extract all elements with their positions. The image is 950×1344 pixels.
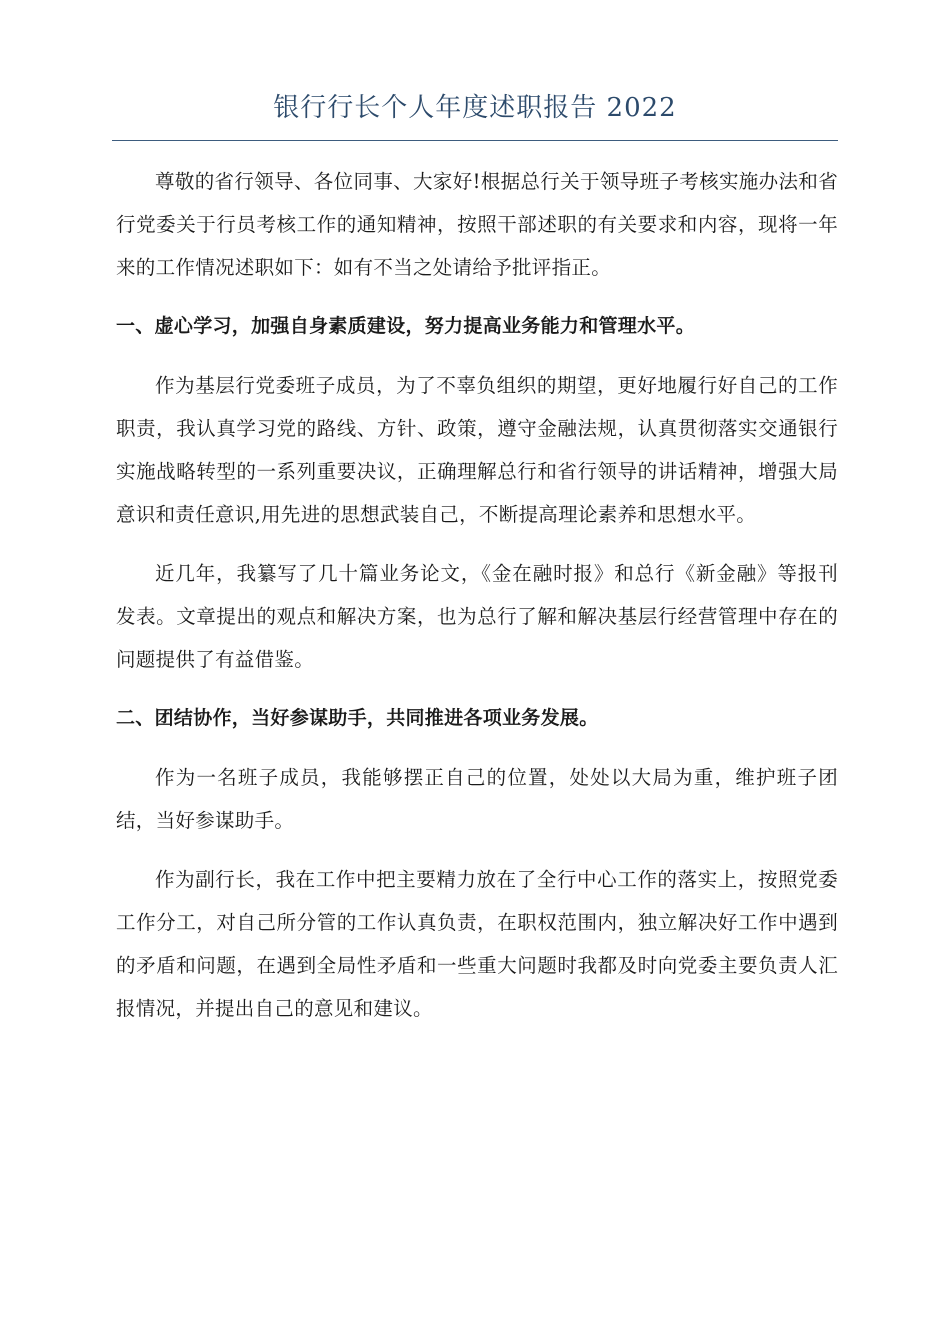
spacer [116, 681, 838, 697]
title-divider [112, 140, 838, 141]
spacer [116, 536, 838, 552]
paragraph-greeting: 尊敬的省行领导、各位同事、大家好!根据总行关于领导班子考核实施办法和省行党委关于行员考核工作的通知精神，按照干部述职的有关要求和内容，现将一年来的工作情况述职如下：如有不当之处请给予批评指正。 [116, 170, 838, 279]
spacer [116, 842, 838, 858]
section-heading-1: 一、虚心学习，加强自身素质建设，努力提高业务能力和管理水平。 [116, 315, 696, 337]
spacer [116, 740, 838, 756]
document-body [116, 160, 838, 1030]
paragraph-papers: 近几年，我纂写了几十篇业务论文，《金在融时报》和总行《新金融》等报刊发表。文章提出的观点和解决方案，也为总行了解和解决基层行经营管理中存在的问题提供了有益借鉴。 [116, 562, 838, 671]
spacer [116, 289, 838, 305]
paragraph-vice-president: 作为副行长，我在工作中把主要精力放在了全行中心工作的落实上，按照党委工作分工，对自己所分管的工作认真负责，在职权范围内，独立解决好工作中遇到的矛盾和问题，在遇到全局性矛盾和一些重大问题时我都及时向党委主要负责人汇报情况，并提出自己的意见和建议。 [116, 868, 838, 1020]
paragraph-teamwork: 作为一名班子成员，我能够摆正自己的位置，处处以大局为重，维护班子团结，当好参谋助手。 [116, 766, 838, 832]
paragraph-study: 作为基层行党委班子成员，为了不辜负组织的期望，更好地履行好自己的工作职责，我认真学习党的路线、方针、政策，遵守金融法规，认真贯彻落实交通银行实施战略转型的一系列重要决议，正确理解总行和省行领导的讲话精神，增强大局意识和责任意识,用先进的思想武装自己，不断提高理论素养和思想水平。 [116, 374, 838, 526]
section-heading-2: 二、团结协作，当好参谋助手，共同推进各项业务发展。 [116, 707, 599, 729]
spacer [116, 348, 838, 364]
document-title: 银行行长个人年度述职报告 2022 [273, 93, 677, 123]
